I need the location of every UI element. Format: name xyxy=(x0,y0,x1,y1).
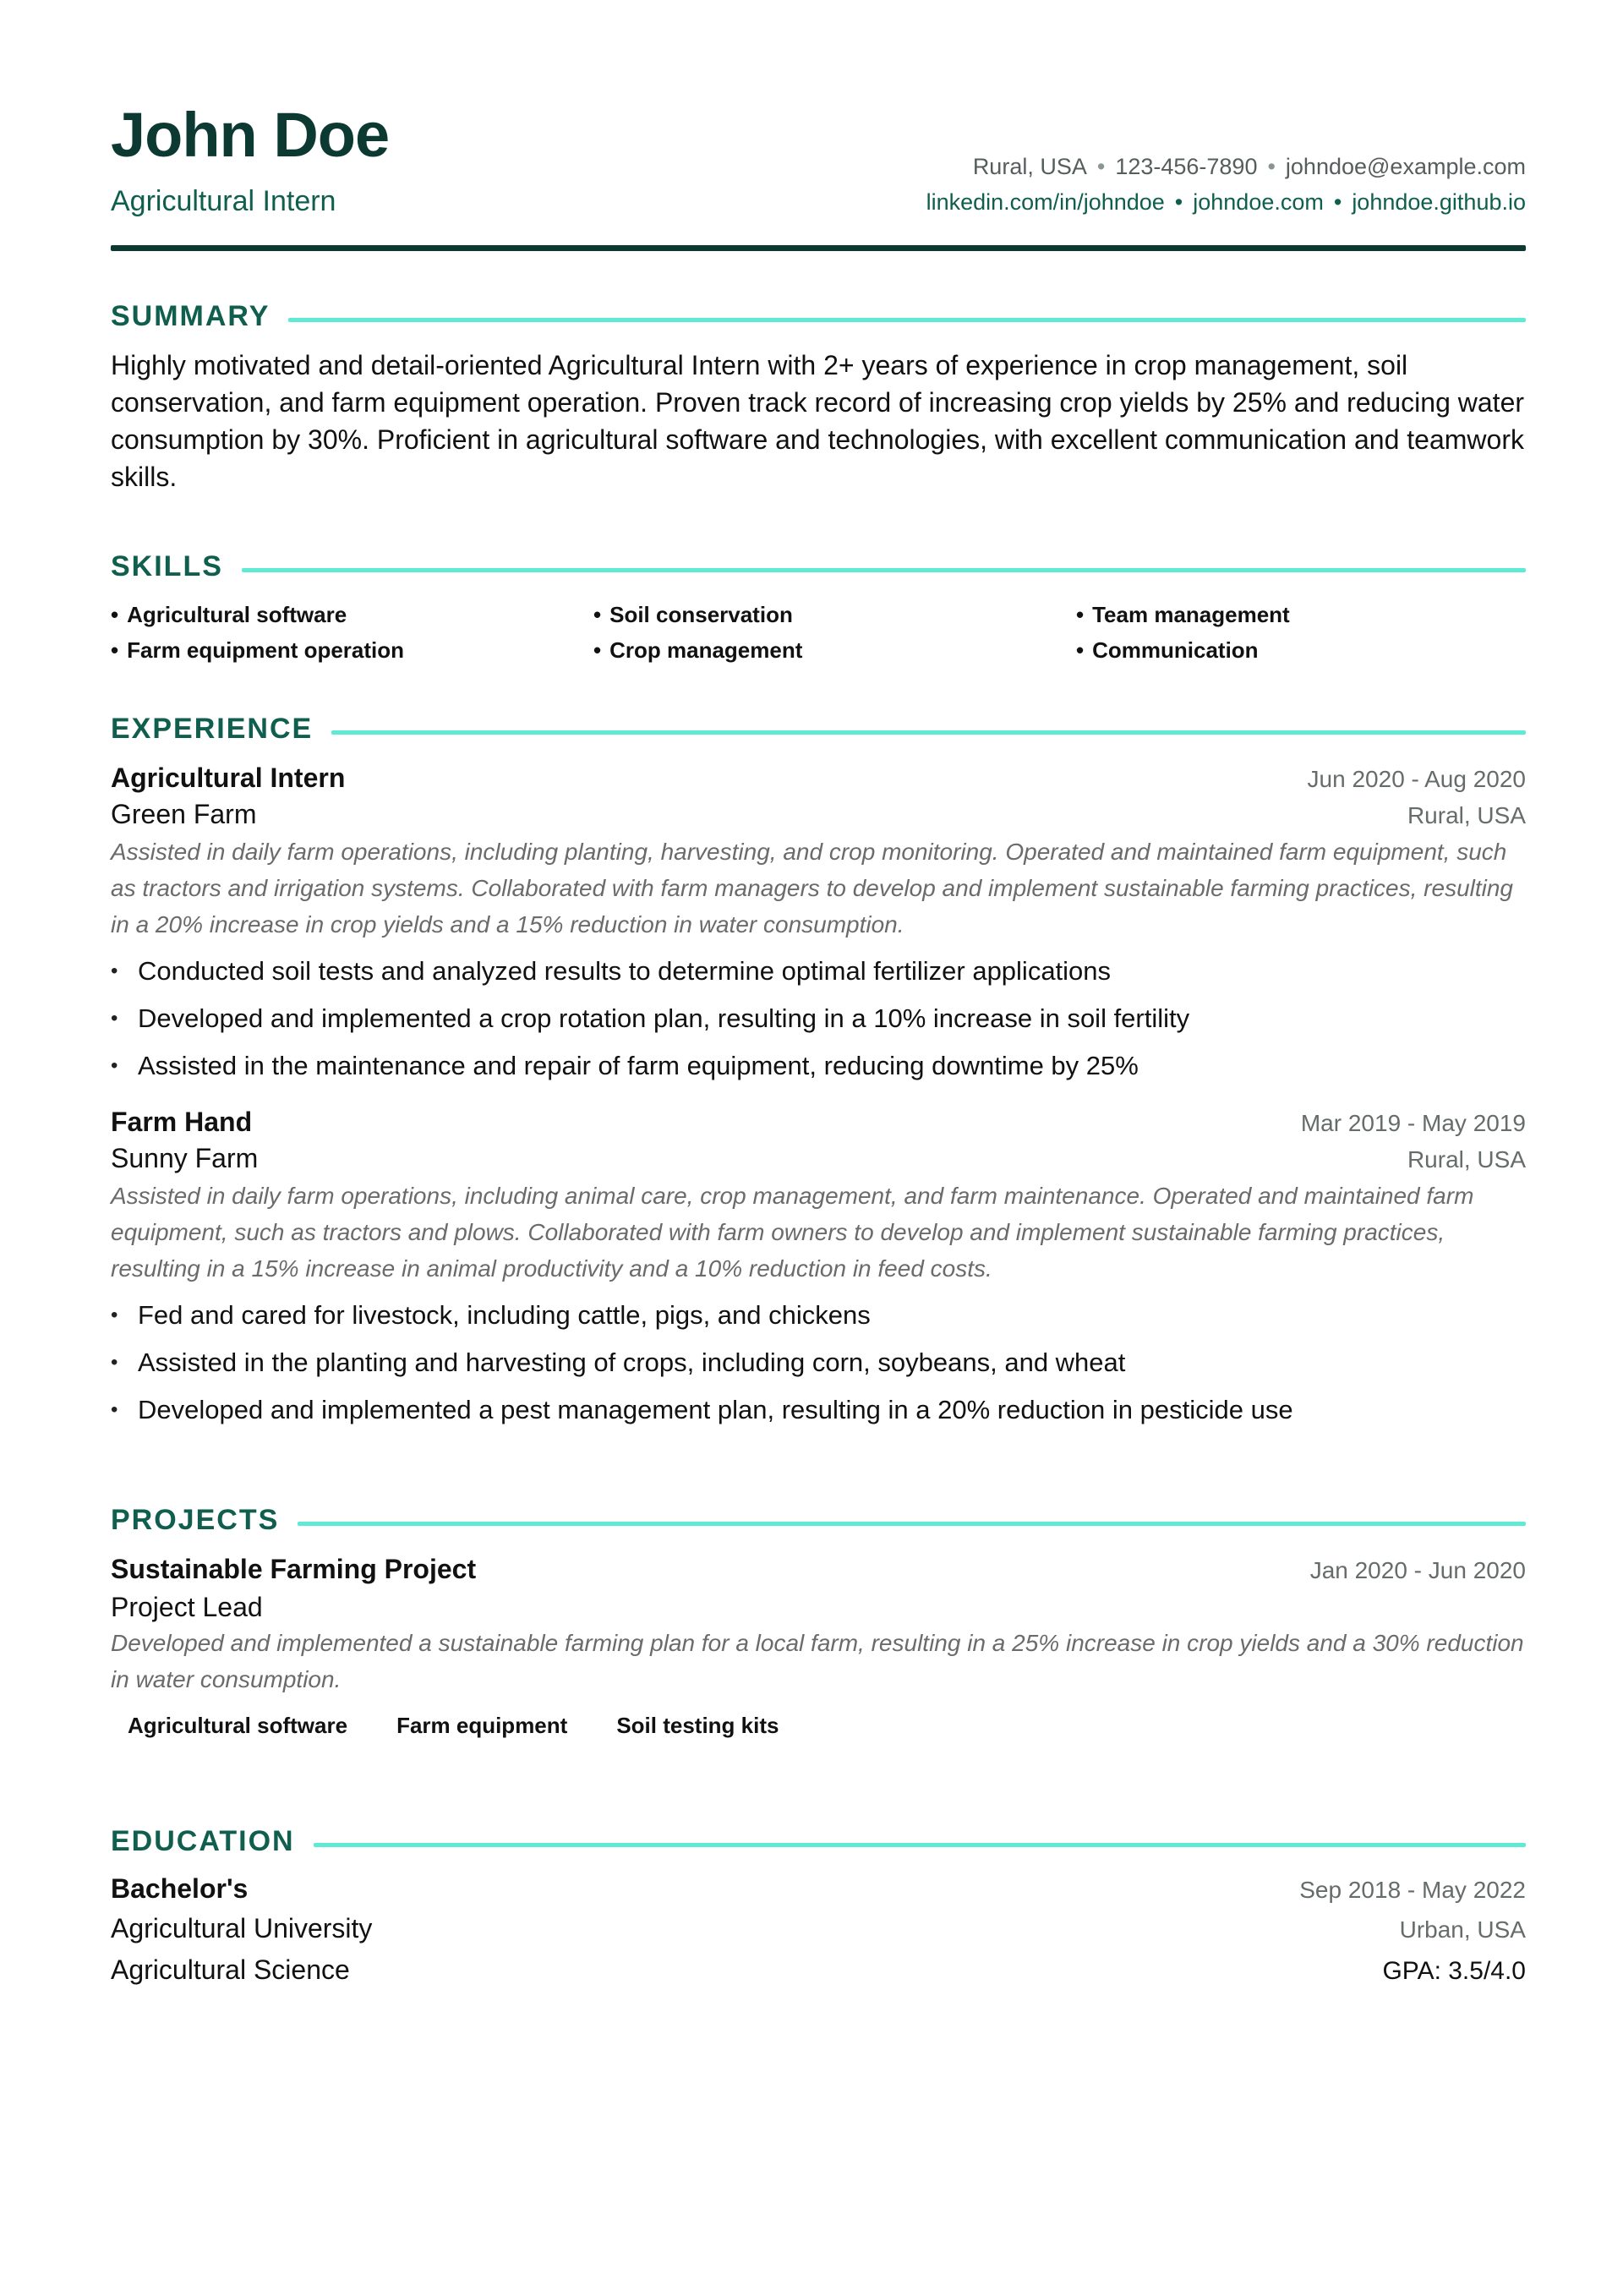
candidate-name: John Doe xyxy=(111,100,390,170)
job-dates: Jun 2020 - Aug 2020 xyxy=(1307,766,1526,792)
experience-entry xyxy=(111,763,1526,1090)
entry-field-row xyxy=(111,1954,1526,1986)
entry-sub-row xyxy=(111,1592,1526,1623)
contact-row-links xyxy=(926,184,1526,220)
entry-header-row xyxy=(111,1554,1526,1585)
contact-block xyxy=(926,149,1526,220)
entry-sub-row xyxy=(111,799,1526,830)
contact-row-primary xyxy=(926,149,1526,184)
tool-tag: Soil testing kits xyxy=(616,1713,779,1738)
gpa-value: GPA: 3.5/4.0 xyxy=(1382,1957,1526,1985)
entry-sub-row xyxy=(111,1913,1526,1944)
location-text: Rural, USA xyxy=(972,154,1087,179)
summary-text: Highly motivated and detail-oriented Agricultural Intern with 2+ years of experience in crop management, soil conservation, and farm equipment operation. Proven track record of increasing crop yields by 25% and reducing water consumption by 30%. Proficient in agricultural software and technologies, with excellent communication and teamwork skills. xyxy=(111,350,1525,492)
linkedin-link[interactable]: linkedin.com/in/johndoe xyxy=(926,189,1165,215)
skill-item: • Agricultural software xyxy=(111,602,347,627)
job-title: Agricultural Intern xyxy=(111,763,346,793)
field-of-study: Agricultural Science xyxy=(111,1954,350,1985)
email-link[interactable]: johndoe@example.com xyxy=(1285,154,1526,179)
section-heading xyxy=(111,548,1526,585)
project-tools xyxy=(111,1713,1526,1739)
skills-section xyxy=(111,548,1526,666)
skills-grid xyxy=(111,599,1526,666)
section-heading xyxy=(111,1823,1526,1860)
project-name: Sustainable Farming Project xyxy=(111,1554,477,1584)
education-dates: Sep 2018 - May 2022 xyxy=(1299,1877,1526,1903)
section-divider xyxy=(242,568,1526,572)
separator-dot: • xyxy=(1267,154,1276,179)
entry-sub-row xyxy=(111,1143,1526,1174)
experience-section xyxy=(111,710,1526,1434)
tool-tag: Agricultural software xyxy=(128,1713,348,1738)
education-entry xyxy=(111,1873,1526,1986)
company-name: Sunny Farm xyxy=(111,1143,259,1173)
section-divider xyxy=(298,1522,1526,1526)
achievement-item: • Assisted in the maintenance and repair of farm equipment, reducing downtime by 25% xyxy=(111,1042,1526,1090)
candidate-role: Agricultural Intern xyxy=(111,185,336,217)
job-title: Farm Hand xyxy=(111,1107,253,1137)
achievement-item: • Assisted in the planting and harvesting of crops, including corn, soybeans, and wheat xyxy=(111,1339,1526,1386)
company-name: Green Farm xyxy=(111,799,257,829)
resume-header xyxy=(111,0,1526,252)
tool-tag: Farm equipment xyxy=(396,1713,568,1738)
skill-item: • Communication xyxy=(1076,637,1259,663)
entry-header-row xyxy=(111,1107,1526,1138)
section-heading xyxy=(111,298,1526,335)
job-dates: Mar 2019 - May 2019 xyxy=(1300,1110,1526,1136)
section-divider xyxy=(331,730,1526,735)
skill-item: • Crop management xyxy=(593,637,803,663)
section-title-summary: SUMMARY xyxy=(111,299,270,332)
skill-item: • Soil conservation xyxy=(593,602,793,627)
section-heading xyxy=(111,710,1526,747)
job-description: Assisted in daily farm operations, including planting, harvesting, and crop monitoring. Operated and maintained farm equipment, such as tractors and irrigation systems. Collaborated with farm managers to develop and implement sustainable farming practices, resulting in a 20% increase in crop yields and a 15% reduction in water consumption. xyxy=(111,839,1513,938)
school-location: Urban, USA xyxy=(1399,1916,1526,1943)
separator-dot: • xyxy=(1333,189,1342,215)
education-section xyxy=(111,1823,1526,1986)
section-heading xyxy=(111,1501,1526,1539)
project-role: Project Lead xyxy=(111,1592,263,1622)
header-divider xyxy=(111,245,1526,251)
skill-item: • Farm equipment operation xyxy=(111,637,405,663)
degree-name: Bachelor's xyxy=(111,1873,249,1904)
project-dates: Jan 2020 - Jun 2020 xyxy=(1309,1557,1526,1583)
summary-section xyxy=(111,298,1526,495)
project-description: Developed and implemented a sustainable farming plan for a local farm, resulting in a 25% increase in crop yields and a 30% reduction in water consumption. xyxy=(111,1630,1524,1692)
section-title-education: EDUCATION xyxy=(111,1824,295,1857)
achievement-list xyxy=(111,1292,1526,1434)
achievement-item: • Developed and implemented a pest management plan, resulting in a 20% reduction in pesticide use xyxy=(111,1386,1526,1434)
achievement-item: • Conducted soil tests and analyzed results to determine optimal fertilizer applications xyxy=(111,948,1526,995)
job-description: Assisted in daily farm operations, including animal care, crop management, and farm maintenance. Operated and maintained farm equipment, such as tractors and plows. Collaborated with farm owners to develop and implement sustainable farming practices, resulting in a 15% increase in animal productivity and a 10% reduction in feed costs. xyxy=(111,1183,1474,1282)
job-location: Rural, USA xyxy=(1407,802,1526,828)
experience-entry xyxy=(111,1107,1526,1434)
entry-header-row xyxy=(111,1873,1526,1905)
job-location: Rural, USA xyxy=(1407,1146,1526,1173)
section-divider xyxy=(288,318,1526,322)
section-title-projects: PROJECTS xyxy=(111,1503,280,1536)
separator-dot: • xyxy=(1096,154,1106,179)
projects-section xyxy=(111,1501,1526,1739)
section-title-experience: EXPERIENCE xyxy=(111,712,314,745)
entry-header-row xyxy=(111,763,1526,794)
project-entry xyxy=(111,1554,1526,1739)
section-divider xyxy=(314,1843,1526,1847)
achievement-list xyxy=(111,948,1526,1090)
phone-text[interactable]: 123-456-7890 xyxy=(1115,154,1258,179)
achievement-item: • Fed and cared for livestock, including cattle, pigs, and chickens xyxy=(111,1292,1526,1339)
achievement-item: • Developed and implemented a crop rotation plan, resulting in a 10% increase in soil fertility xyxy=(111,995,1526,1042)
github-link[interactable]: johndoe.github.io xyxy=(1352,189,1526,215)
website-link[interactable]: johndoe.com xyxy=(1193,189,1324,215)
separator-dot: • xyxy=(1174,189,1183,215)
school-name: Agricultural University xyxy=(111,1913,373,1943)
resume-page xyxy=(111,0,1526,1985)
skill-item: • Team management xyxy=(1076,602,1290,627)
section-title-skills: SKILLS xyxy=(111,549,223,582)
